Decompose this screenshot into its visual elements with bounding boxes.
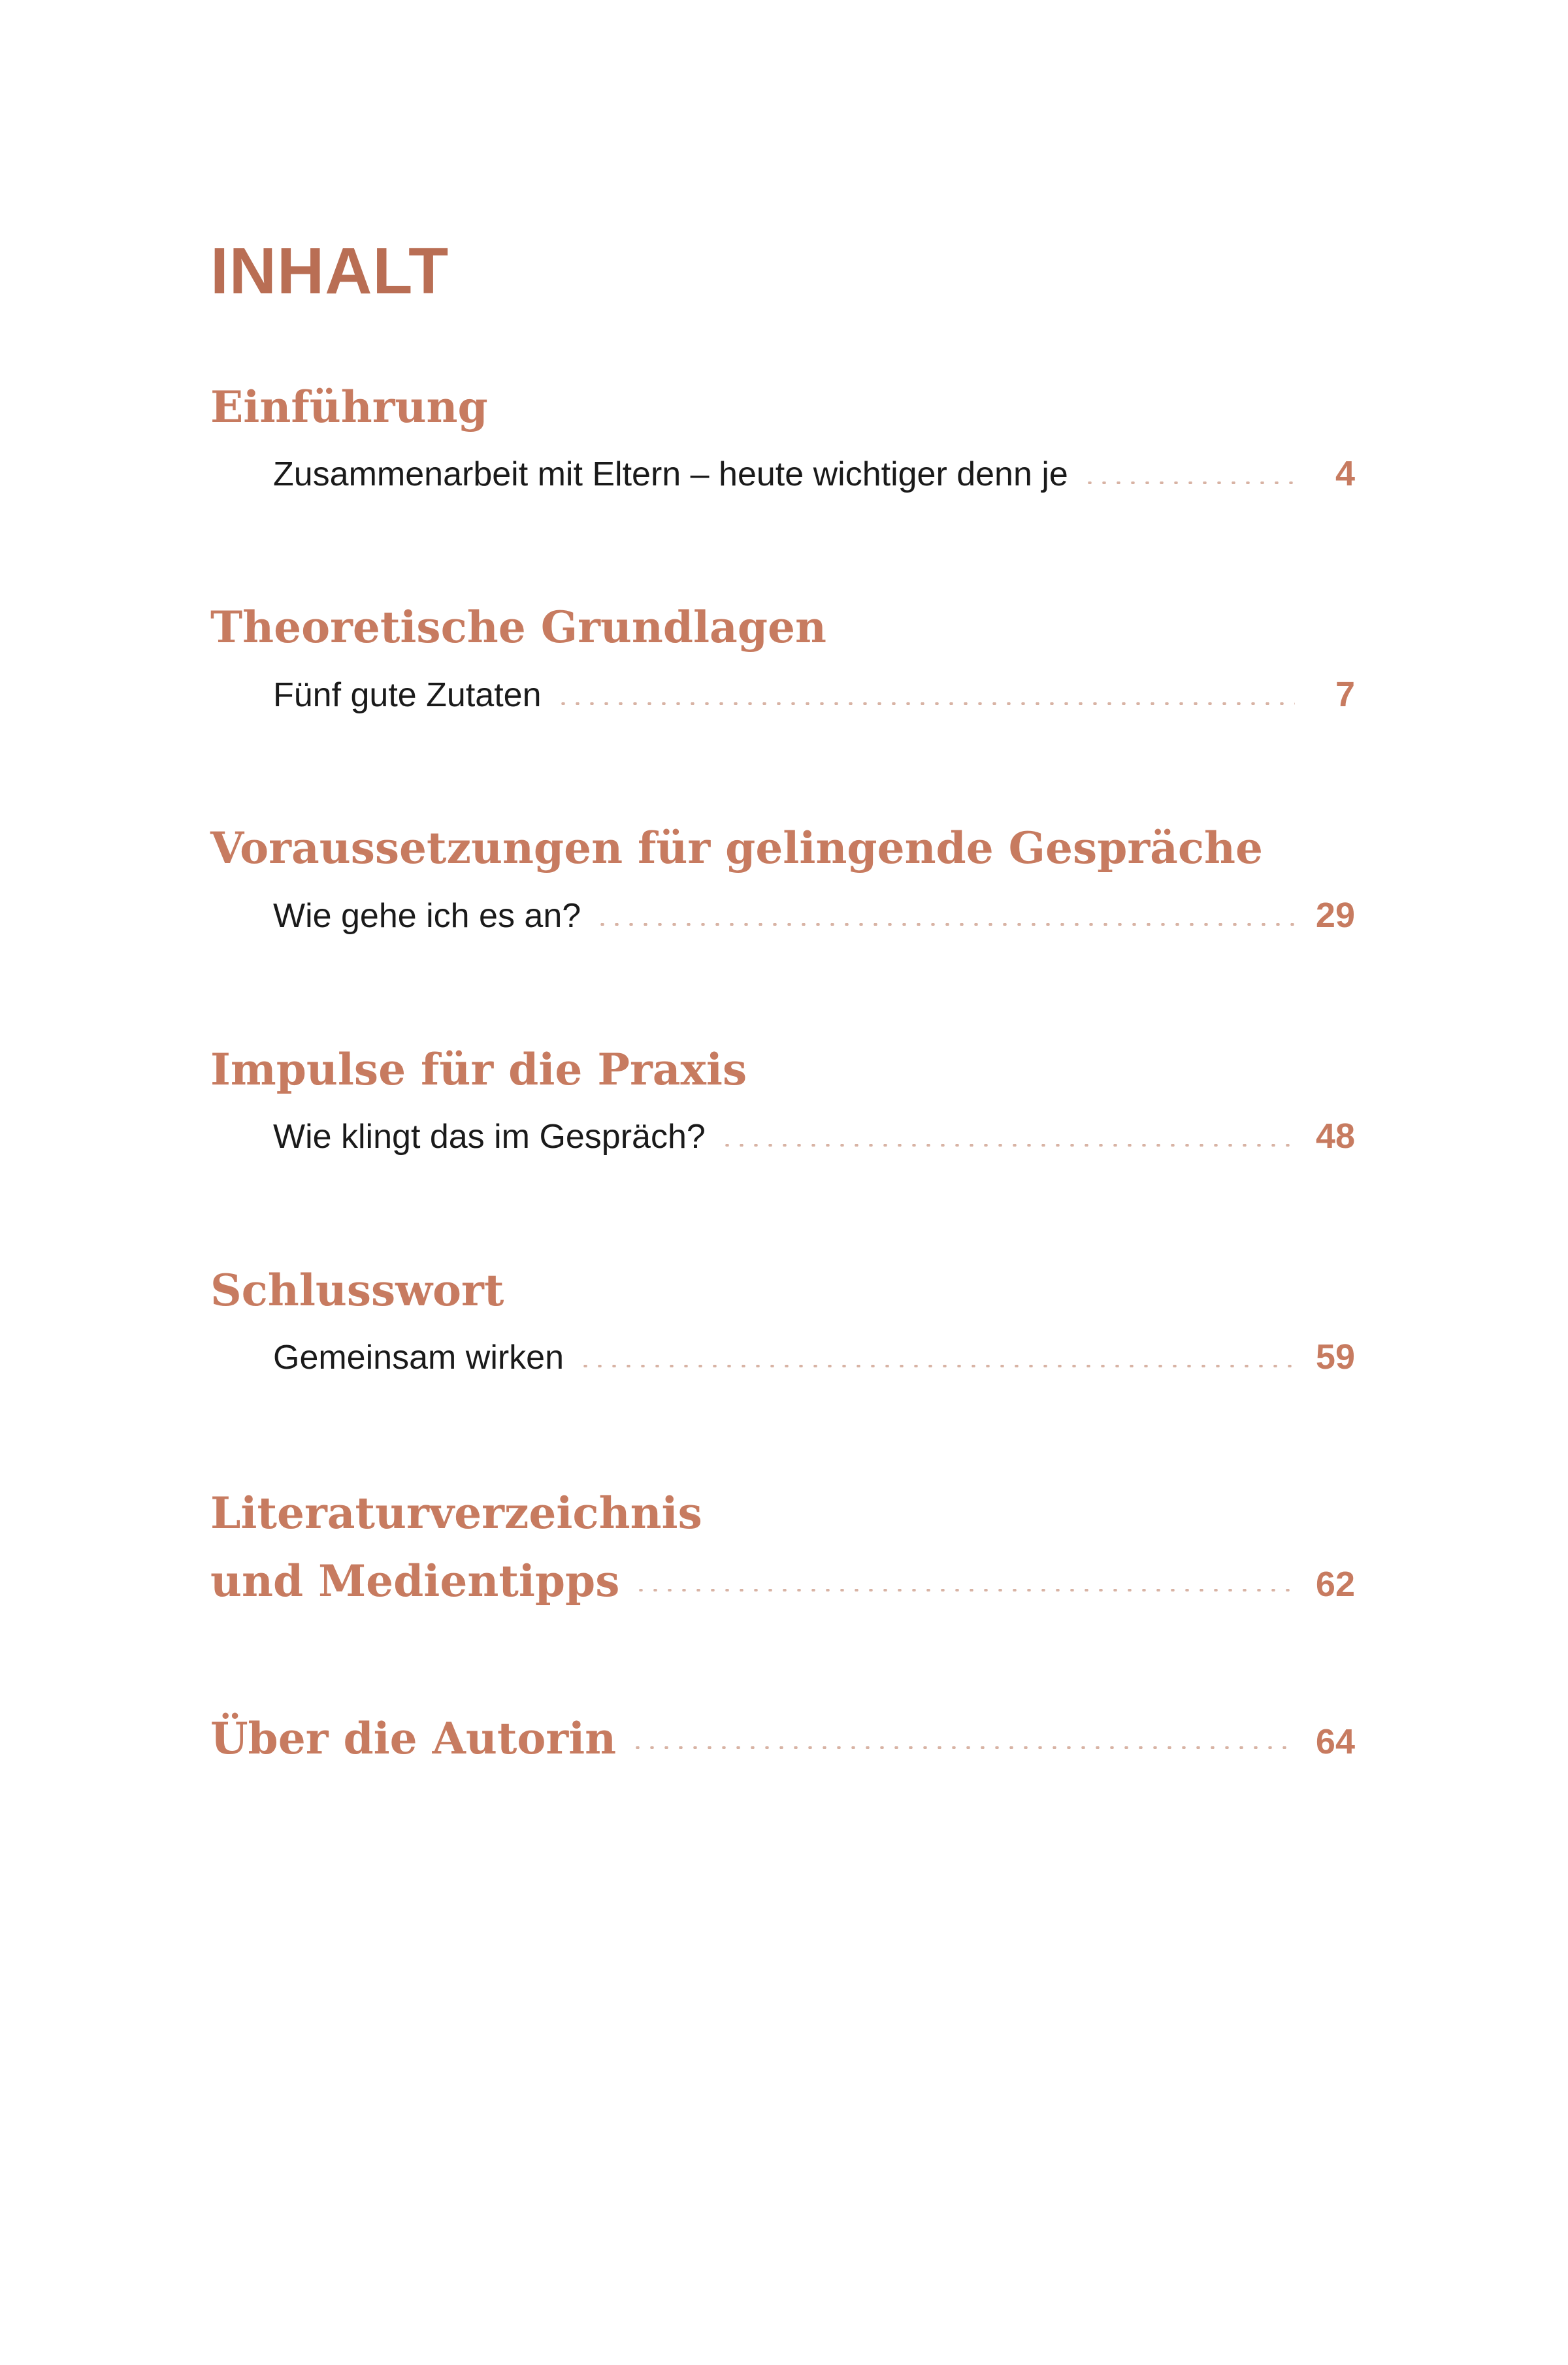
section-heading-voraussetzungen: Voraussetzungen für gelingende Gespräche [210, 823, 1264, 873]
section-heading-schlusswort: Schlusswort [210, 1265, 504, 1316]
toc-page-number: 48 [1315, 1117, 1355, 1156]
toc-entry-label: und Medientipps [210, 1556, 620, 1607]
toc-page-number: 64 [1315, 1722, 1355, 1761]
section-heading-einfuehrung: Einführung [210, 382, 488, 432]
dot-leader [720, 1144, 1295, 1147]
toc-entry-label: Über die Autorin [210, 1713, 617, 1764]
toc-entry-label: Wie klingt das im Gespräch? [273, 1118, 706, 1156]
toc-entry-label: Wie gehe ich es an? [273, 897, 581, 935]
toc-entry-label: Zusammenarbeit mit Eltern – heute wichtiger denn je [273, 455, 1068, 493]
section-heading-literaturverzeichnis: Literaturverzeichnis [210, 1488, 702, 1539]
toc-entry-label: Fünf gute Zutaten [273, 676, 542, 714]
toc-page-number: 4 [1335, 454, 1355, 493]
toc-entry-medientipps[interactable] [210, 1552, 1355, 1610]
dot-leader [556, 702, 1296, 705]
dot-leader [1083, 481, 1295, 484]
toc-entry-gemeinsam-wirken[interactable] [273, 1331, 1355, 1383]
toc-entry-zusammenarbeit[interactable] [273, 448, 1355, 500]
toc-page-number: 62 [1315, 1565, 1355, 1604]
dot-leader [578, 1365, 1295, 1367]
section-heading-impulse-fuer-die-praxis: Impulse für die Praxis [210, 1044, 747, 1095]
toc-page-number: 7 [1335, 675, 1355, 714]
toc-entry-wie-gehe-ich-es-an[interactable] [273, 889, 1355, 941]
toc-page-number: 59 [1315, 1337, 1355, 1377]
toc-entry-wie-klingt-das[interactable] [273, 1110, 1355, 1162]
dot-leader [634, 1589, 1295, 1591]
toc-entry-fuenf-gute-zutaten[interactable] [273, 668, 1355, 721]
dot-leader [630, 1746, 1295, 1749]
section-heading-theoretische-grundlagen: Theoretische Grundlagen [210, 602, 826, 653]
page-title: INHALT [210, 235, 449, 308]
toc-entry-ueber-die-autorin[interactable] [210, 1709, 1355, 1768]
toc-entry-label: Gemeinsam wirken [273, 1339, 564, 1377]
toc-page-number: 29 [1315, 896, 1355, 935]
dot-leader [595, 923, 1295, 926]
